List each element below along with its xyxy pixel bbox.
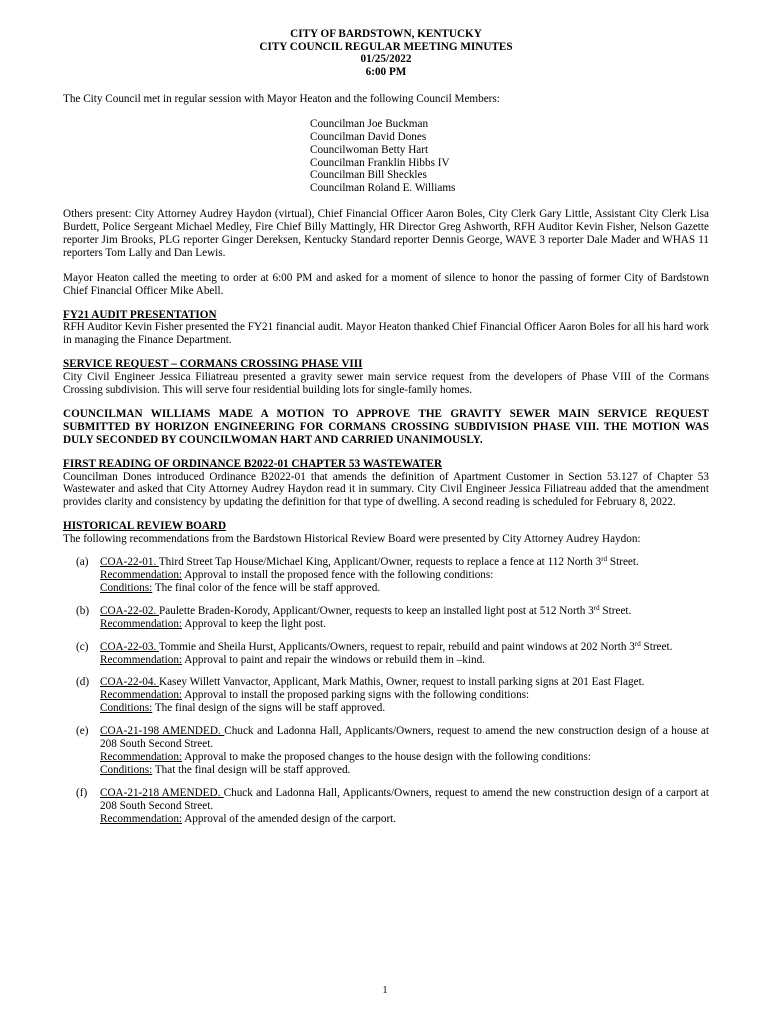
council-members-list bbox=[310, 118, 709, 195]
coa-code: COA-22-03. bbox=[100, 640, 159, 653]
council-member: Councilman Franklin Hibbs IV bbox=[310, 156, 450, 169]
coa-text-after: Street. bbox=[599, 604, 632, 617]
conditions-line bbox=[100, 764, 709, 777]
others-present-paragraph: Others present: City Attorney Audrey Haydon (virtual), Chief Financial Officer Aaron Boles, City Clerk Gary Little, Assistant City Clerk Lisa Burdett, Police Sergeant Michael Medley, Fire Chief Billy Mattingly, HR Director Greg Ashworth, RFH Auditor Kevin Fisher, Nelson Gazette reporter Jim Brooks, PLG reporter Ginger Dereksen, Kentucky Standard reporter Dennis George, WAVE 3 reporter Dale Mader and WHAS 11 reporters Tom Lally and Dan Lewis. bbox=[63, 208, 709, 259]
coa-item bbox=[63, 787, 709, 826]
audit-paragraph: RFH Auditor Kevin Fisher presented the FY21 financial audit. Mayor Heaton thanked Chief Financial Officer Aaron Boles for all his hard work in managing the Finance Department. bbox=[63, 321, 709, 347]
item-label: (e) bbox=[76, 725, 89, 738]
coa-item bbox=[63, 641, 709, 667]
item-label: (a) bbox=[76, 556, 89, 569]
meeting-time: 6:00 PM bbox=[365, 65, 407, 78]
coa-code: COA-21-218 AMENDED. bbox=[100, 786, 224, 799]
recommendation-label: Recommendation: bbox=[100, 653, 183, 666]
recommendation-label: Recommendation: bbox=[100, 617, 183, 630]
conditions-label: Conditions: bbox=[100, 702, 153, 715]
historical-review-intro: The following recommendations from the Bardstown Historical Review Board were presented by City Attorney Audrey Haydon: bbox=[63, 533, 641, 546]
item-description bbox=[100, 556, 709, 569]
recommendation-text: Approval to install the proposed fence with the following conditions: bbox=[182, 569, 494, 581]
coa-text: Third Street Tap House/Michael King, Applicant/Owner, requests to replace a fence at 112 North 3 bbox=[158, 556, 602, 569]
service-request-heading: SERVICE REQUEST – CORMANS CROSSING PHASE VIII bbox=[63, 358, 363, 371]
historical-review-heading: HISTORICAL REVIEW BOARD bbox=[63, 520, 227, 533]
item-description bbox=[100, 676, 709, 689]
recommendation-text: Approval to make the proposed changes to the house design with the following conditions: bbox=[182, 750, 591, 763]
document-header bbox=[63, 28, 709, 78]
audit-heading: FY21 AUDIT PRESENTATION bbox=[63, 308, 217, 321]
coa-recommendation-list bbox=[63, 556, 709, 825]
coa-code: COA-22-01. bbox=[100, 556, 159, 569]
coa-text-after: Street. bbox=[607, 556, 639, 569]
coa-code: COA-22-04. bbox=[100, 676, 160, 689]
coa-item bbox=[63, 556, 709, 595]
city-title: CITY OF BARDSTOWN, KENTUCKY bbox=[290, 28, 482, 40]
recommendation-label: Recommendation: bbox=[100, 689, 183, 702]
recommendation-text: Approval to paint and repair the windows or rebuild them in –kind. bbox=[182, 653, 485, 666]
council-member: Councilwoman Betty Hart bbox=[310, 143, 429, 156]
coa-text: Tommie and Sheila Hurst, Applicants/Owners, request to repair, rebuild and paint windows at 202 North 3 bbox=[158, 640, 635, 653]
ordinal-suffix: rd bbox=[634, 639, 641, 648]
document-page bbox=[63, 28, 709, 826]
item-description bbox=[100, 605, 709, 618]
council-member: Councilman David Dones bbox=[310, 131, 427, 144]
conditions-label: Conditions: bbox=[100, 581, 153, 594]
recommendation-text: Approval of the amended design of the carport. bbox=[182, 812, 397, 825]
conditions-label: Conditions: bbox=[100, 763, 153, 776]
recommendation-text: Approval to install the proposed parking signs with the following conditions: bbox=[182, 689, 530, 702]
coa-item bbox=[63, 605, 709, 631]
item-label: (b) bbox=[76, 604, 90, 617]
recommendation-label: Recommendation: bbox=[100, 569, 183, 581]
recommendation-label: Recommendation: bbox=[100, 812, 183, 825]
coa-item bbox=[63, 725, 709, 777]
motion-paragraph: COUNCILMAN WILLIAMS MADE A MOTION TO APPROVE THE GRAVITY SEWER MAIN SERVICE REQUEST SUBMITTED BY HORIZON ENGINEERING FOR CORMANS CROSSING SUBDIVISION PHASE VIII. THE MOTION WAS DULY SECONDED BY COUNCILWOMAN HART AND CARRIED UNANIMOUSLY. bbox=[63, 407, 709, 446]
recommendation-line bbox=[100, 618, 709, 631]
item-description bbox=[100, 725, 709, 751]
conditions-text: That the final design will be staff approved. bbox=[152, 763, 351, 776]
meeting-date: 01/25/2022 bbox=[360, 53, 412, 66]
council-member: Councilman Joe Buckman bbox=[310, 118, 429, 131]
recommendation-line bbox=[100, 813, 709, 826]
council-member: Councilman Bill Sheckles bbox=[310, 169, 427, 182]
page-number: 1 bbox=[382, 985, 388, 996]
recommendation-line bbox=[100, 569, 709, 582]
ordinal-suffix: rd bbox=[601, 555, 608, 564]
coa-text: Kasey Willett Vanvactor, Applicant, Mark Mathis, Owner, request to install parking signs at 201 East Flaget. bbox=[159, 676, 645, 689]
coa-text-after: Street. bbox=[640, 640, 673, 653]
intro-paragraph: The City Council met in regular session with Mayor Heaton and the following Council Members: bbox=[63, 93, 500, 106]
council-member: Councilman Roland E. Williams bbox=[310, 182, 456, 195]
coa-text: Paulette Braden-Korody, Applicant/Owner, requests to keep an installed light post at 512 North 3 bbox=[159, 604, 594, 617]
recommendation-line bbox=[100, 654, 709, 667]
conditions-text: The final design of the signs will be staff approved. bbox=[152, 702, 386, 715]
ordinal-suffix: rd bbox=[593, 603, 600, 612]
item-label: (f) bbox=[76, 786, 88, 799]
coa-text: Chuck and Ladonna Hall, Applicants/Owners, request to amend the new construction design of a house at 208 South Second Street. bbox=[100, 725, 709, 751]
service-request-paragraph: City Civil Engineer Jessica Filiatreau presented a gravity sewer main service request from the developers of Phase VIII of the Cormans Crossing subdivision. This will serve four residential building lots for single-family homes. bbox=[63, 371, 709, 397]
item-label: (c) bbox=[76, 640, 89, 653]
ordinance-paragraph: Councilman Dones introduced Ordinance B2022-01 that amends the definition of Apartment Customer in Section 53.127 of Chapter 53 Wastewater and asked that City Attorney Audrey Haydon read it in summary. City Civil Engineer Jessica Filiatreau added that the amendment provides clarity and consistency by updating the definition for that type of dwelling. A second reading is scheduled for February 8, 2022. bbox=[63, 470, 709, 509]
item-label: (d) bbox=[76, 676, 90, 689]
recommendation-line bbox=[100, 689, 709, 702]
coa-item bbox=[63, 676, 709, 715]
item-description bbox=[100, 641, 709, 654]
recommendation-line bbox=[100, 751, 709, 764]
recommendation-label: Recommendation: bbox=[100, 750, 183, 763]
minutes-title: CITY COUNCIL REGULAR MEETING MINUTES bbox=[259, 40, 513, 53]
conditions-line bbox=[100, 702, 709, 715]
conditions-line bbox=[100, 582, 709, 595]
opening-paragraph: Mayor Heaton called the meeting to order at 6:00 PM and asked for a moment of silence to honor the passing of former City of Bardstown Chief Financial Officer Mike Abell. bbox=[63, 271, 709, 297]
coa-code: COA-21-198 AMENDED. bbox=[100, 725, 225, 738]
conditions-text: The final color of the fence will be staff approved. bbox=[152, 581, 381, 594]
ordinance-heading: FIRST READING OF ORDINANCE B2022-01 CHAPTER 53 WASTEWATER bbox=[63, 457, 443, 470]
item-description bbox=[100, 787, 709, 813]
recommendation-text: Approval to keep the light post. bbox=[182, 617, 326, 630]
coa-text: Chuck and Ladonna Hall, Applicants/Owners, request to amend the new construction design of a carport at 208 South Second Street. bbox=[100, 786, 709, 812]
coa-code: COA-22-02. bbox=[100, 604, 160, 617]
